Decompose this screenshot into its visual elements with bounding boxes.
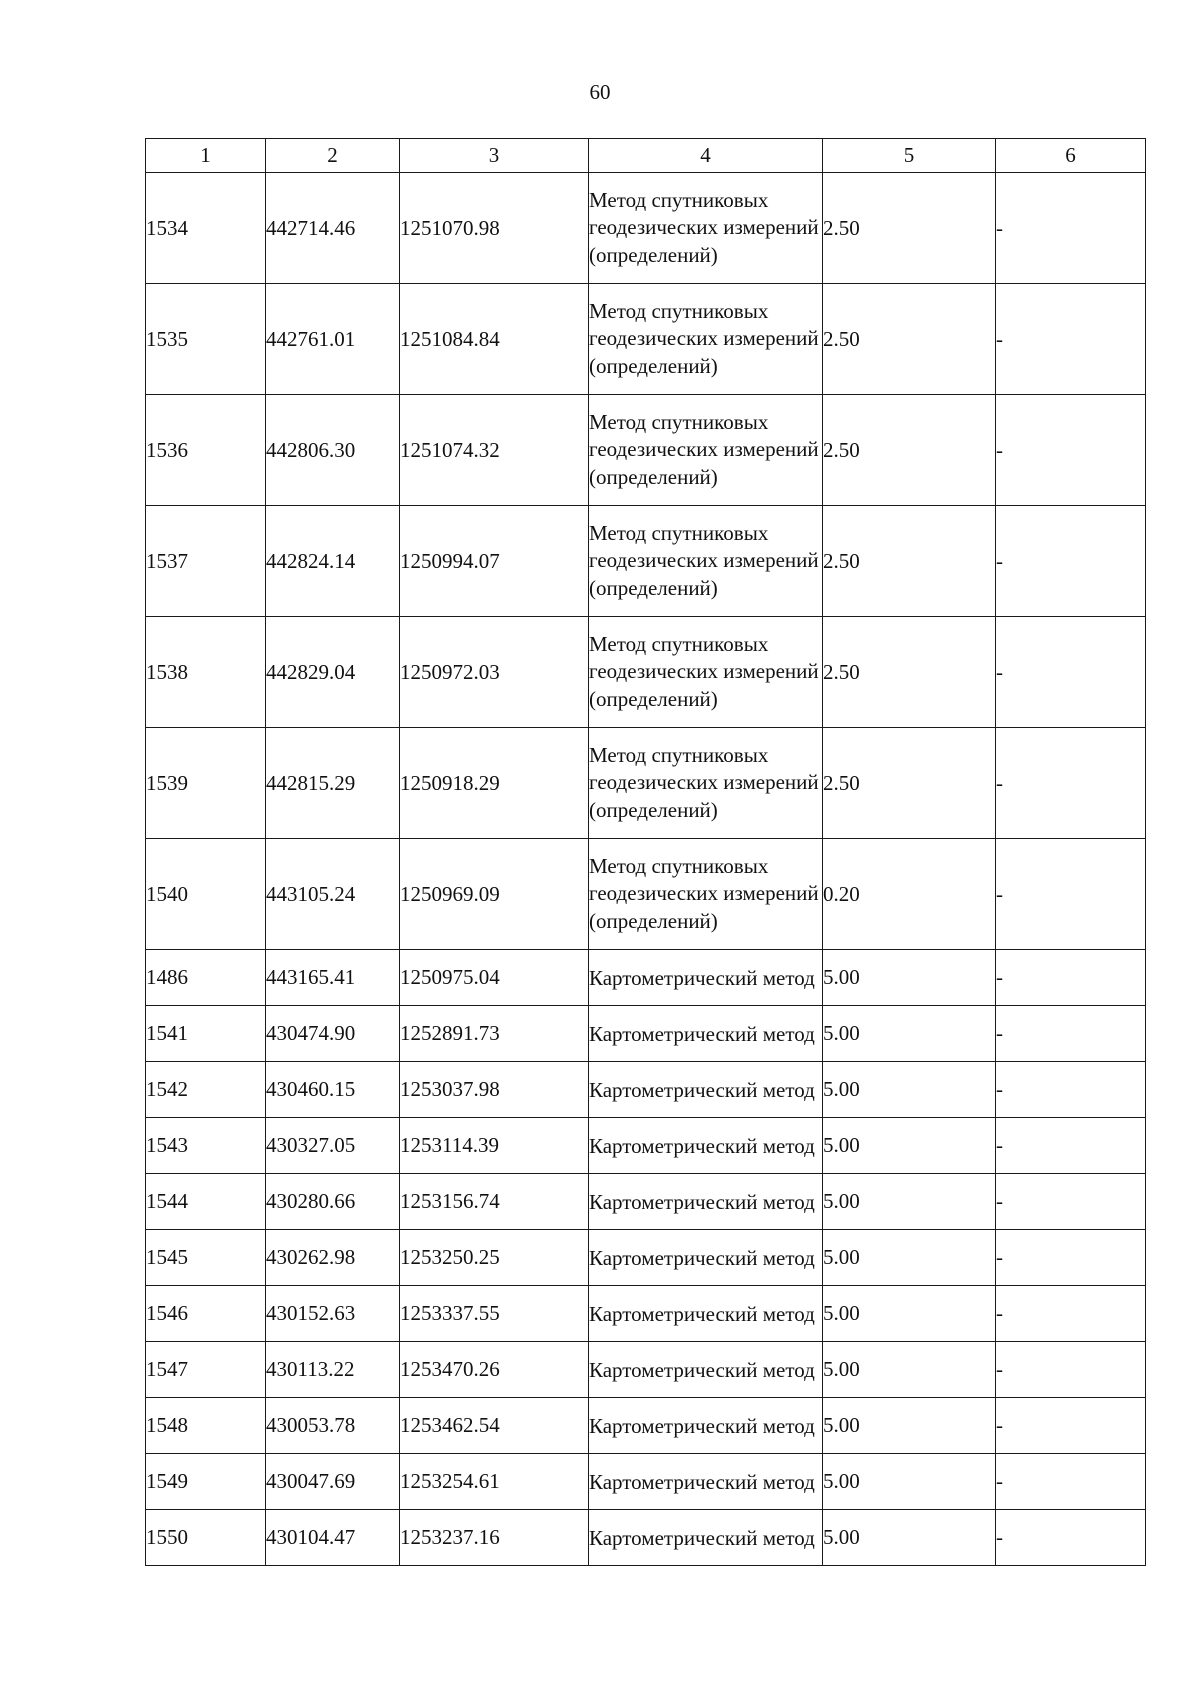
header-row (146, 139, 1146, 173)
method-cell: Картометрический метод (589, 1118, 823, 1174)
point-number-cell: 1546 (146, 1286, 266, 1342)
x-coordinate-cell: 430474.90 (266, 1006, 400, 1062)
x-coordinate-cell: 442815.29 (266, 728, 400, 839)
column-header-6: 6 (996, 139, 1146, 173)
y-coordinate-cell: 1251070.98 (400, 173, 589, 284)
table-row (146, 839, 1146, 950)
note-cell: - (996, 617, 1146, 728)
accuracy-cell: 5.00 (823, 1062, 996, 1118)
accuracy-cell: 5.00 (823, 1454, 996, 1510)
point-number-cell: 1547 (146, 1342, 266, 1398)
y-coordinate-cell: 1253114.39 (400, 1118, 589, 1174)
method-cell: Метод спутниковых геодезических измерений (определений) (589, 839, 823, 950)
point-number-cell: 1543 (146, 1118, 266, 1174)
note-cell: - (996, 173, 1146, 284)
x-coordinate-cell: 442829.04 (266, 617, 400, 728)
table-row (146, 1454, 1146, 1510)
table-row (146, 1062, 1146, 1118)
method-cell: Метод спутниковых геодезических измерений (определений) (589, 728, 823, 839)
point-number-cell: 1539 (146, 728, 266, 839)
x-coordinate-cell: 430104.47 (266, 1510, 400, 1566)
y-coordinate-cell: 1253237.16 (400, 1510, 589, 1566)
accuracy-cell: 5.00 (823, 1174, 996, 1230)
y-coordinate-cell: 1251084.84 (400, 284, 589, 395)
x-coordinate-cell: 442761.01 (266, 284, 400, 395)
x-coordinate-cell: 430262.98 (266, 1230, 400, 1286)
x-coordinate-cell: 430053.78 (266, 1398, 400, 1454)
y-coordinate-cell: 1250918.29 (400, 728, 589, 839)
accuracy-cell: 2.50 (823, 506, 996, 617)
x-coordinate-cell: 442824.14 (266, 506, 400, 617)
point-number-cell: 1548 (146, 1398, 266, 1454)
accuracy-cell: 5.00 (823, 1398, 996, 1454)
table-row (146, 395, 1146, 506)
accuracy-cell: 2.50 (823, 284, 996, 395)
y-coordinate-cell: 1253337.55 (400, 1286, 589, 1342)
table-row (146, 1118, 1146, 1174)
y-coordinate-cell: 1253250.25 (400, 1230, 589, 1286)
y-coordinate-cell: 1253037.98 (400, 1062, 589, 1118)
table-row (146, 728, 1146, 839)
method-cell: Метод спутниковых геодезических измерений (определений) (589, 284, 823, 395)
table-row (146, 284, 1146, 395)
y-coordinate-cell: 1250969.09 (400, 839, 589, 950)
x-coordinate-cell: 430047.69 (266, 1454, 400, 1510)
point-number-cell: 1542 (146, 1062, 266, 1118)
page-number: 60 (589, 80, 611, 104)
note-cell: - (996, 1118, 1146, 1174)
coordinates-table (145, 138, 1146, 1566)
point-number-cell: 1550 (146, 1510, 266, 1566)
point-number-cell: 1541 (146, 1006, 266, 1062)
column-header-5: 5 (823, 139, 996, 173)
accuracy-cell: 2.50 (823, 617, 996, 728)
note-cell: - (996, 1342, 1146, 1398)
note-cell: - (996, 1286, 1146, 1342)
column-header-1: 1 (146, 139, 266, 173)
column-header-3: 3 (400, 139, 589, 173)
accuracy-cell: 0.20 (823, 839, 996, 950)
accuracy-cell: 5.00 (823, 1006, 996, 1062)
table-row (146, 1510, 1146, 1566)
x-coordinate-cell: 443105.24 (266, 839, 400, 950)
method-cell: Картометрический метод (589, 1006, 823, 1062)
x-coordinate-cell: 442714.46 (266, 173, 400, 284)
note-cell: - (996, 839, 1146, 950)
method-cell: Картометрический метод (589, 1510, 823, 1566)
x-coordinate-cell: 442806.30 (266, 395, 400, 506)
accuracy-cell: 5.00 (823, 1342, 996, 1398)
method-cell: Картометрический метод (589, 1062, 823, 1118)
note-cell: - (996, 506, 1146, 617)
accuracy-cell: 5.00 (823, 950, 996, 1006)
y-coordinate-cell: 1253462.54 (400, 1398, 589, 1454)
table-row (146, 950, 1146, 1006)
note-cell: - (996, 1230, 1146, 1286)
point-number-cell: 1544 (146, 1174, 266, 1230)
x-coordinate-cell: 430152.63 (266, 1286, 400, 1342)
table-row (146, 1286, 1146, 1342)
table-row (146, 1398, 1146, 1454)
note-cell: - (996, 284, 1146, 395)
table-row (146, 1174, 1146, 1230)
point-number-cell: 1536 (146, 395, 266, 506)
note-cell: - (996, 1006, 1146, 1062)
x-coordinate-cell: 430280.66 (266, 1174, 400, 1230)
method-cell: Картометрический метод (589, 1174, 823, 1230)
table-row (146, 1006, 1146, 1062)
point-number-cell: 1486 (146, 950, 266, 1006)
method-cell: Картометрический метод (589, 1398, 823, 1454)
method-cell: Метод спутниковых геодезических измерений (определений) (589, 617, 823, 728)
table-row (146, 1342, 1146, 1398)
accuracy-cell: 2.50 (823, 728, 996, 839)
accuracy-cell: 5.00 (823, 1286, 996, 1342)
accuracy-cell: 2.50 (823, 395, 996, 506)
accuracy-cell: 5.00 (823, 1230, 996, 1286)
y-coordinate-cell: 1250994.07 (400, 506, 589, 617)
note-cell: - (996, 395, 1146, 506)
column-header-2: 2 (266, 139, 400, 173)
table-header (146, 139, 1146, 173)
note-cell: - (996, 1398, 1146, 1454)
point-number-cell: 1545 (146, 1230, 266, 1286)
point-number-cell: 1537 (146, 506, 266, 617)
table-row (146, 506, 1146, 617)
y-coordinate-cell: 1252891.73 (400, 1006, 589, 1062)
x-coordinate-cell: 430327.05 (266, 1118, 400, 1174)
note-cell: - (996, 1062, 1146, 1118)
method-cell: Метод спутниковых геодезических измерений (определений) (589, 395, 823, 506)
x-coordinate-cell: 430113.22 (266, 1342, 400, 1398)
point-number-cell: 1540 (146, 839, 266, 950)
table-row (146, 173, 1146, 284)
table-row (146, 1230, 1146, 1286)
x-coordinate-cell: 430460.15 (266, 1062, 400, 1118)
method-cell: Картометрический метод (589, 1286, 823, 1342)
y-coordinate-cell: 1253470.26 (400, 1342, 589, 1398)
y-coordinate-cell: 1251074.32 (400, 395, 589, 506)
method-cell: Метод спутниковых геодезических измерений (определений) (589, 506, 823, 617)
x-coordinate-cell: 443165.41 (266, 950, 400, 1006)
accuracy-cell: 5.00 (823, 1510, 996, 1566)
y-coordinate-cell: 1250972.03 (400, 617, 589, 728)
point-number-cell: 1549 (146, 1454, 266, 1510)
method-cell: Картометрический метод (589, 1230, 823, 1286)
y-coordinate-cell: 1250975.04 (400, 950, 589, 1006)
method-cell: Картометрический метод (589, 950, 823, 1006)
accuracy-cell: 2.50 (823, 173, 996, 284)
note-cell: - (996, 728, 1146, 839)
y-coordinate-cell: 1253156.74 (400, 1174, 589, 1230)
note-cell: - (996, 1174, 1146, 1230)
table-body (146, 173, 1146, 1566)
method-cell: Метод спутниковых геодезических измерений (определений) (589, 173, 823, 284)
note-cell: - (996, 1454, 1146, 1510)
note-cell: - (996, 1510, 1146, 1566)
method-cell: Картометрический метод (589, 1454, 823, 1510)
y-coordinate-cell: 1253254.61 (400, 1454, 589, 1510)
point-number-cell: 1534 (146, 173, 266, 284)
table-row (146, 617, 1146, 728)
point-number-cell: 1538 (146, 617, 266, 728)
accuracy-cell: 5.00 (823, 1118, 996, 1174)
point-number-cell: 1535 (146, 284, 266, 395)
column-header-4: 4 (589, 139, 823, 173)
note-cell: - (996, 950, 1146, 1006)
method-cell: Картометрический метод (589, 1342, 823, 1398)
